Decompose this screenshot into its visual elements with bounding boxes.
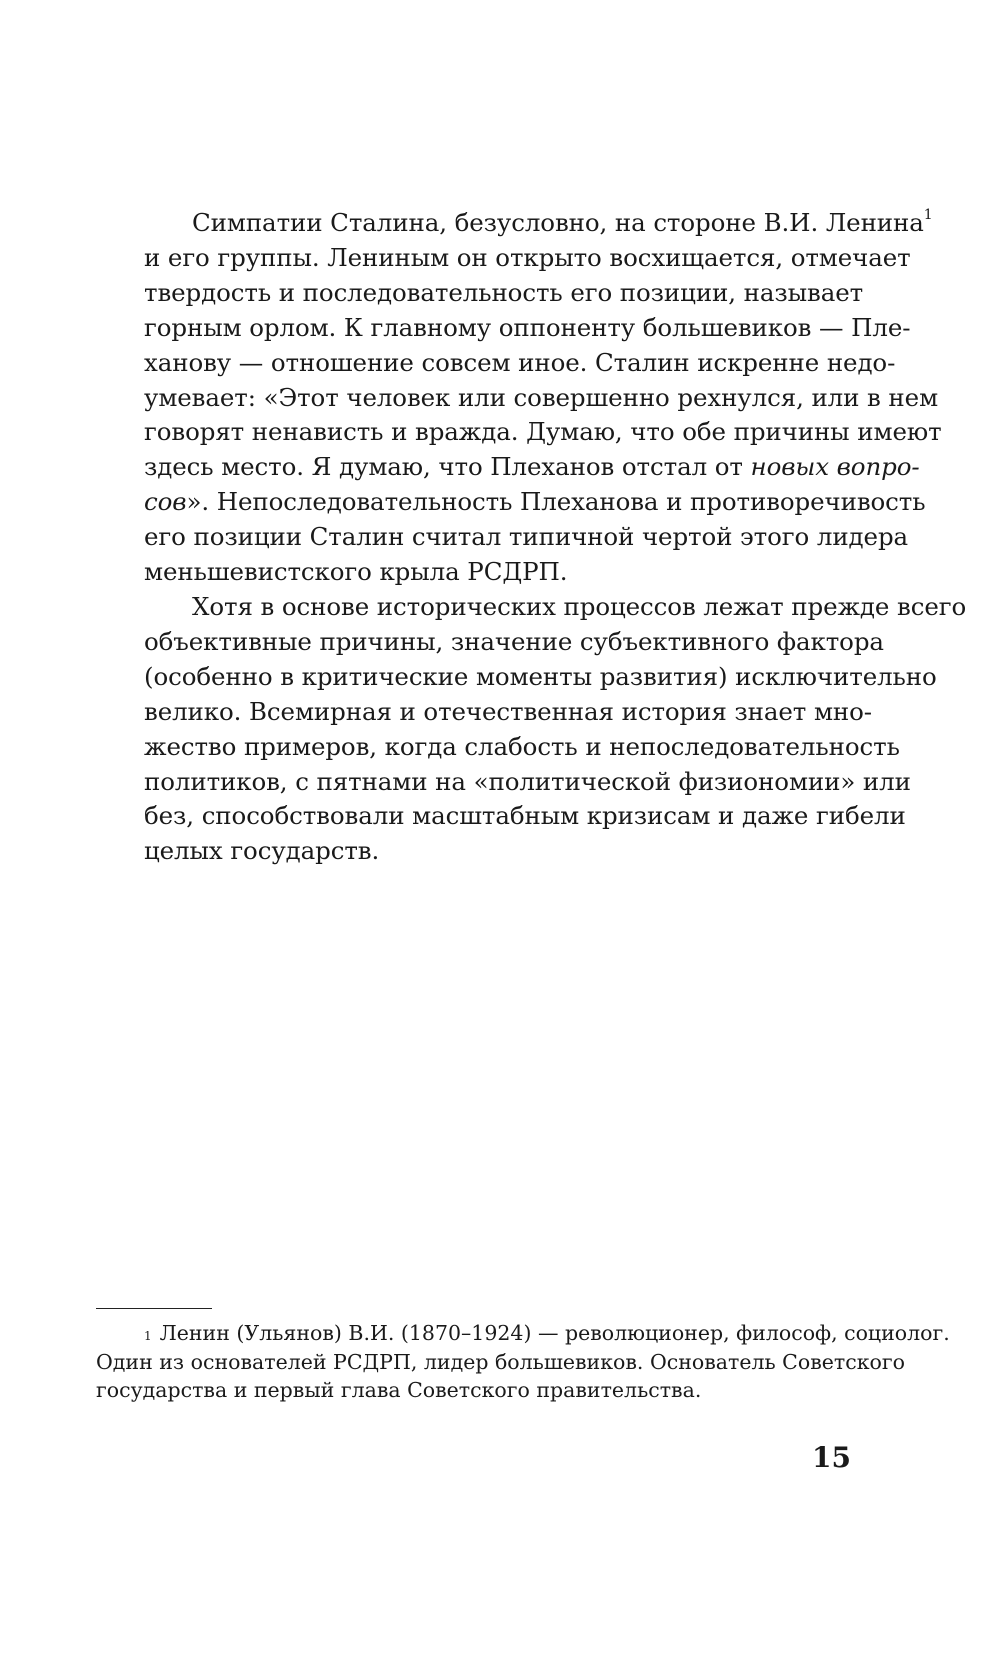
text-line: и его группы. Лениным он открыто восхищается, отмечает xyxy=(144,242,911,272)
paragraph-1 xyxy=(96,206,942,590)
text-line: его позиции Сталин считал типичной чертой этого лидера xyxy=(144,522,909,552)
footnote-reference: 1 xyxy=(923,207,933,223)
text-line: горным орлом. К главному оппоненту большевиков — Пле- xyxy=(144,312,911,342)
text-line: политиков, с пятнами на «политической физиономии» или xyxy=(144,766,911,796)
main-text xyxy=(96,206,967,869)
text-line: твердость и последовательность его позиции, называет xyxy=(144,277,864,307)
text-line: объективные причины, значение субъективного фактора xyxy=(144,626,884,656)
text-line: (особенно в критические моменты развития) исключительно xyxy=(144,661,937,691)
text-line: Хотя в основе исторических процессов лежат прежде всего xyxy=(192,591,967,621)
text-line: говорят ненависть и вражда. Думаю, что обе причины имеют xyxy=(144,417,942,447)
footnote-line: $^1$ Ленин (Ульянов) В.И. (1870–1924) — революционер, философ, социолог. xyxy=(144,1321,950,1345)
footnote xyxy=(96,1319,950,1405)
text-line: меньшевистского крыла РСДРП. xyxy=(144,557,568,587)
paragraph-2 xyxy=(96,590,967,869)
italic-phrase: сов xyxy=(144,487,187,517)
page-number: 15 xyxy=(812,1441,851,1474)
text-line: жество примеров, когда слабость и непоследовательность xyxy=(144,731,900,761)
text-line: сов». Непоследовательность Плеханова и противоречивость xyxy=(144,487,926,517)
footnote-divider xyxy=(96,1308,212,1309)
text-line: здесь место. Я думаю, что Плеханов отстал от новых вопро- xyxy=(144,452,920,482)
text-line: без, способствовали масштабным кризисам и даже гибели xyxy=(144,801,906,831)
footnote-line: Один из основателей РСДРП, лидер большевиков. Основатель Советского xyxy=(96,1349,905,1374)
footnote-mark: 1 xyxy=(144,1329,152,1343)
text-line: целых государств. xyxy=(144,836,380,866)
footnote-line: государства и первый глава Советского правительства. xyxy=(96,1378,702,1402)
text-line: умевает: «Этот человек или совершенно рехнулся, или в нем xyxy=(144,382,939,412)
italic-phrase: новых вопро- xyxy=(750,452,920,482)
text-line: ханову — отношение совсем иное. Сталин искренне недо- xyxy=(144,347,896,377)
text-line: велико. Всемирная и отечественная история знает мно- xyxy=(144,696,872,726)
text-line: Симпатии Сталина, безусловно, на стороне В.И. Ленина$^1$ xyxy=(192,207,933,237)
